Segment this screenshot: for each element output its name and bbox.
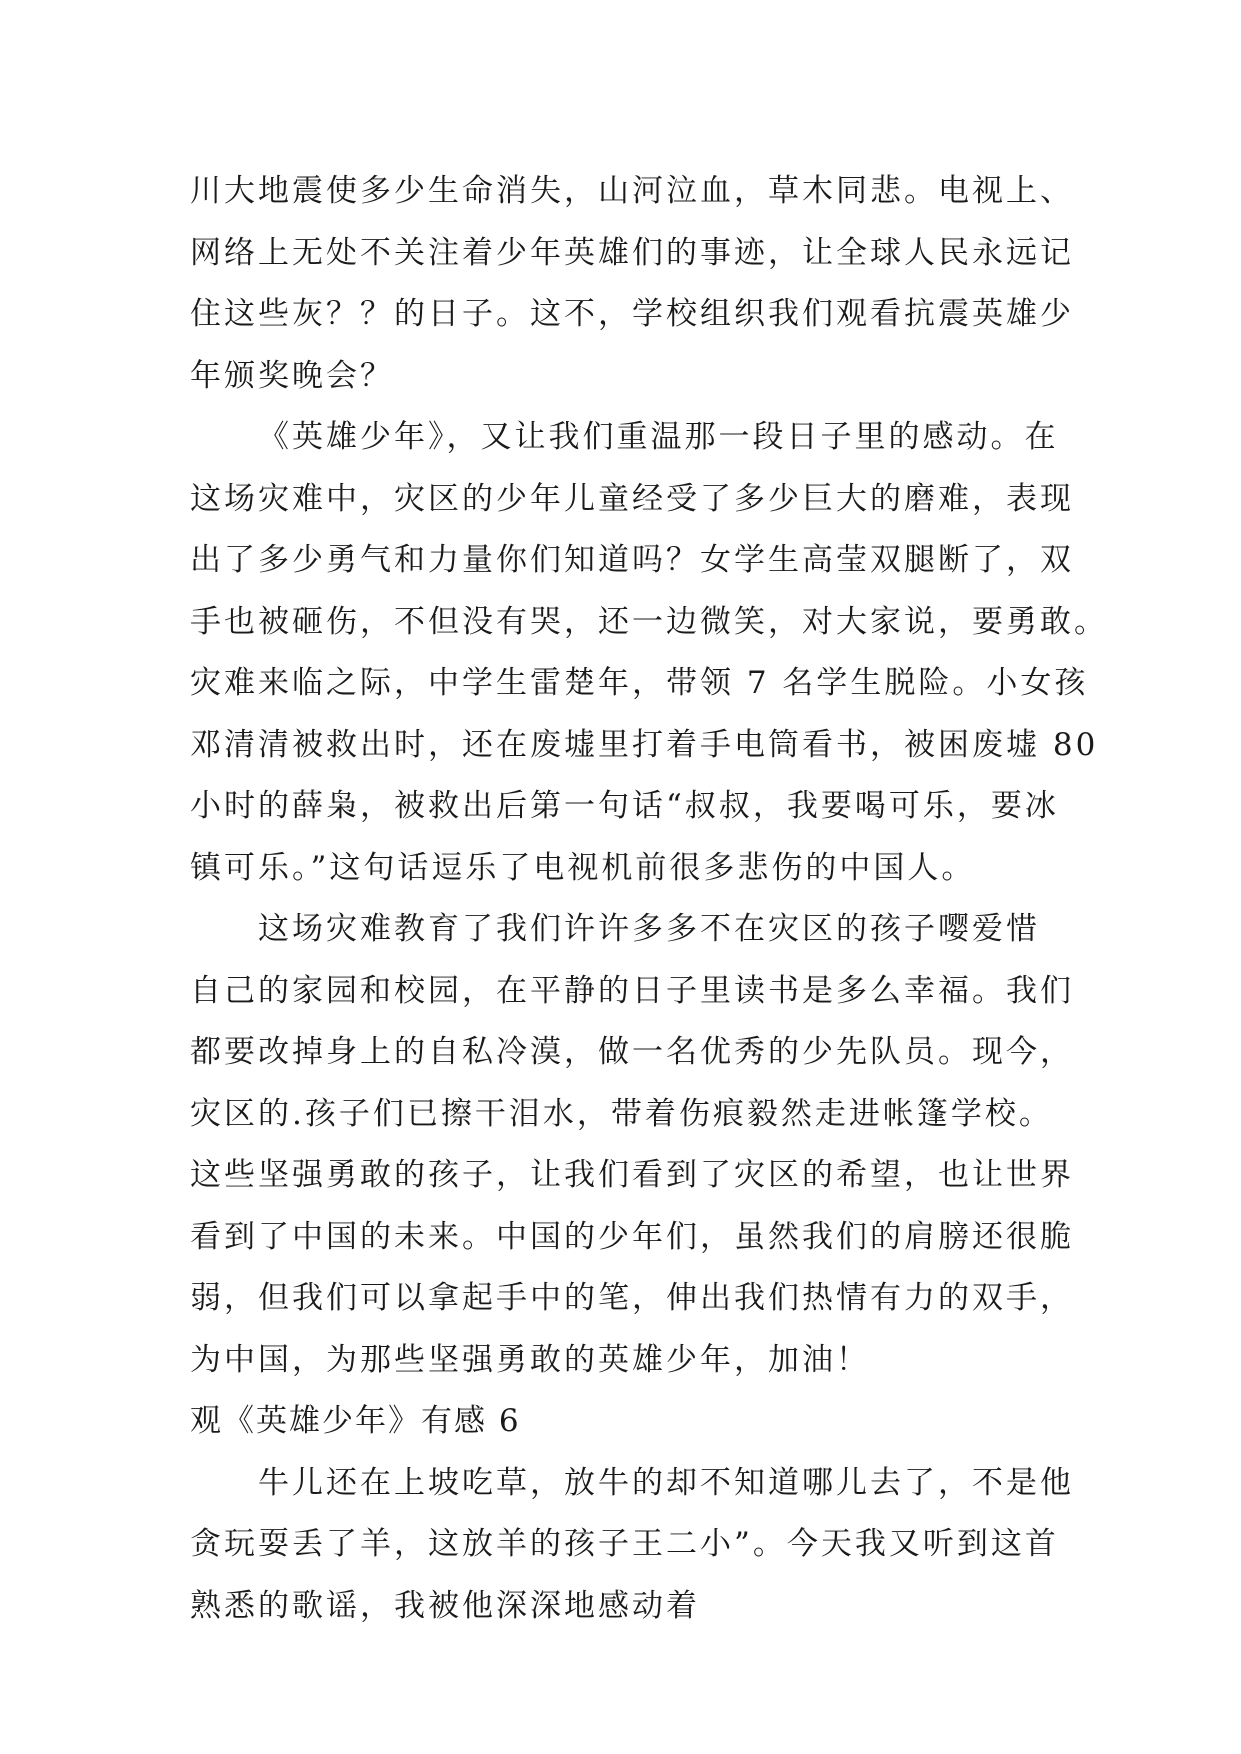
text-line: 住这些灰？？的日子。这不，学校组织我们观看抗震英雄少 xyxy=(190,296,1074,332)
text-line: 出了多少勇气和力量你们知道吗？女学生高莹双腿断了，双 xyxy=(190,542,1074,578)
text-line: 这些坚强勇敢的孩子，让我们看到了灾区的希望，也让世界 xyxy=(190,1157,1074,1193)
paragraph-start-line: 《英雄少年》，又让我们重温那一段日子里的感动。在 xyxy=(258,419,1059,455)
document-body xyxy=(190,161,1108,1637)
text-line: 弱，但我们可以拿起手中的笔，伸出我们热情有力的双手， xyxy=(190,1280,1074,1316)
text-line: 灾难来临之际，中学生雷楚年，带领 7 名学生脱险。小女孩 xyxy=(190,665,1089,701)
text-line: 贪玩耍丢了羊，这放羊的孩子王二小”。今天我又听到这首 xyxy=(190,1526,1059,1562)
text-line: 小时的薛枭，被救出后第一句话“叔叔，我要喝可乐，要冰 xyxy=(190,788,1059,824)
section-heading: 观《英雄少年》有感 6 xyxy=(190,1403,521,1439)
text-line: 都要改掉身上的自私冷漠，做一名优秀的少先队员。现今， xyxy=(190,1034,1074,1070)
text-line: 镇可乐。”这句话逗乐了电视机前很多悲伤的中国人。 xyxy=(190,849,976,886)
text-line: 灾区的.孩子们已擦干泪水，带着伤痕毅然走进帐篷学校。 xyxy=(190,1095,1053,1132)
text-line: 看到了中国的未来。中国的少年们，虽然我们的肩膀还很脆 xyxy=(190,1218,1074,1255)
text-line: 邓清清被救出时，还在废墟里打着手电筒看书，被困废墟 80 xyxy=(190,726,1099,763)
text-line: 自己的家园和校园，在平静的日子里读书是多么幸福。我们 xyxy=(190,972,1074,1009)
text-line: 网络上无处不关注着少年英雄们的事迹，让全球人民永远记 xyxy=(190,234,1074,271)
paragraph-start-line: 牛儿还在上坡吃草，放牛的却不知道哪儿去了，不是他 xyxy=(258,1464,1074,1501)
text-line: 年颁奖晚会？ xyxy=(190,357,394,394)
text-line: 手也被砸伤，不但没有哭，还一边微笑，对大家说，要勇敢。 xyxy=(190,603,1108,640)
paragraph-start-line: 这场灾难教育了我们许许多多不在灾区的孩子嘤爱惜 xyxy=(258,911,1040,947)
text-line: 为中国，为那些坚强勇敢的英雄少年，加油！ xyxy=(190,1341,870,1378)
text-line: 川大地震使多少生命消失，山河泣血，草木同悲。电视上、 xyxy=(190,173,1074,209)
text-line: 熟悉的歌谣，我被他深深地感动着 xyxy=(190,1587,700,1624)
text-line: 这场灾难中，灾区的少年儿童经受了多少巨大的磨难，表现 xyxy=(190,480,1074,517)
